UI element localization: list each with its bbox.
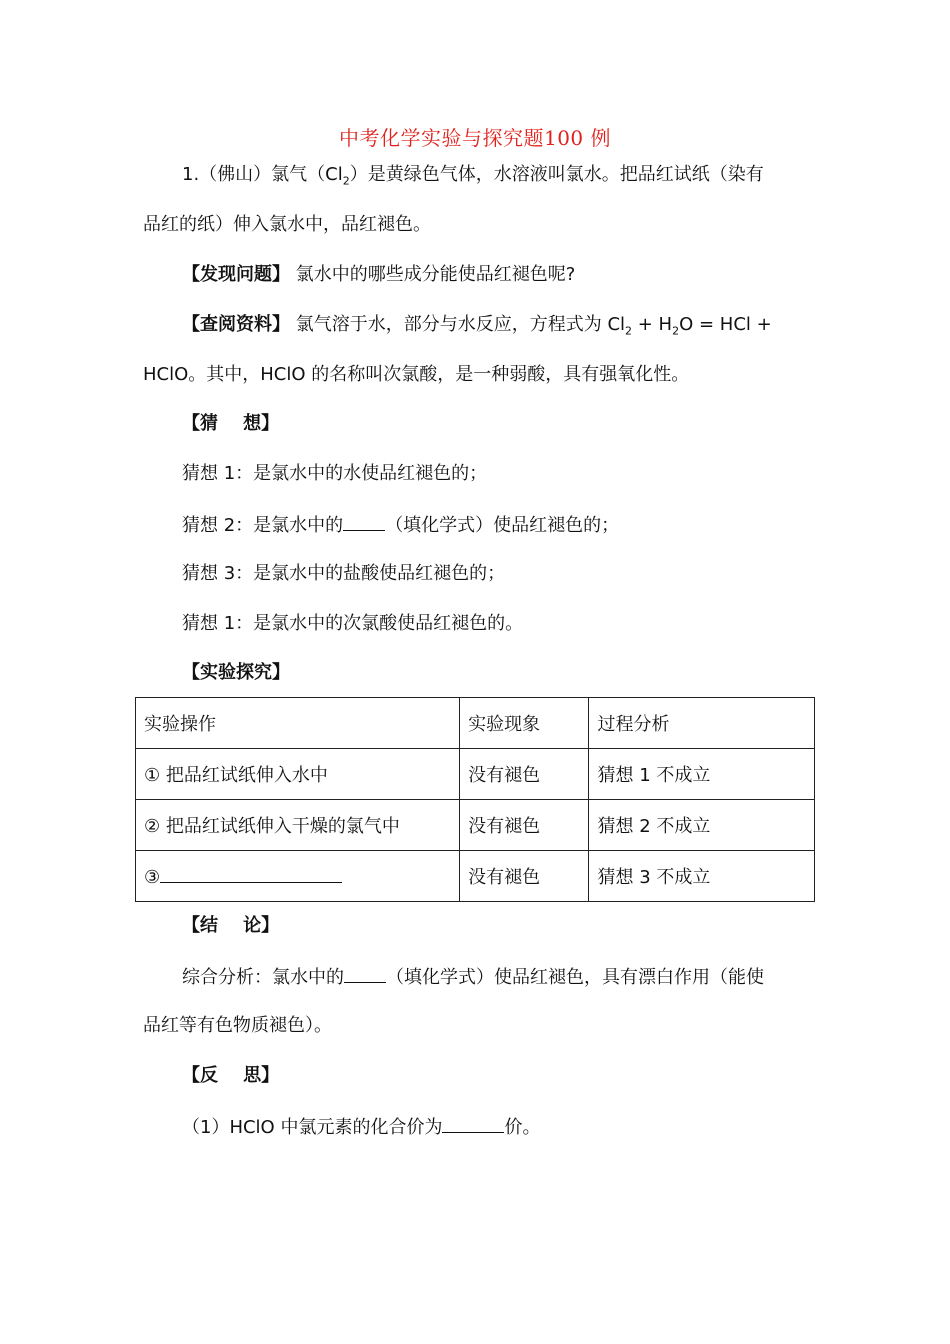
hypothesis-3: 猜想 3：是氯水中的盐酸使品红褪色的； — [182, 563, 506, 584]
reflection-label: 【反 思】 — [182, 1065, 280, 1086]
hypothesis-2-text: 猜想 2：是氯水中的 — [182, 515, 344, 536]
question-text: 氯水中的哪些成分能使品红褪色呢? — [295, 264, 576, 285]
reference-line-2: HClO。其中，HClO 的名称叫次氯酸，是一种弱酸，具有强氧化性。 — [143, 364, 690, 385]
table-row — [136, 851, 815, 902]
conclusion-line-2: 品红等有色物质褪色）。 — [143, 1015, 332, 1036]
reference-line-1 — [182, 313, 772, 344]
table-header-cell: 过程分析 — [589, 698, 815, 749]
table-header-cell: 实验操作 — [136, 698, 460, 749]
question-label: 【发现问题】 — [182, 264, 290, 285]
reference-text: O = HCl + — [679, 314, 772, 335]
intro-line-2: 品红的纸）伸入氯水中，品红褪色。 — [143, 214, 431, 235]
table-header-row — [136, 698, 815, 749]
intro-text-end: ）是黄绿色气体，水溶液叫氯水。把品红试纸（染有 — [349, 164, 764, 185]
table-cell: 没有褪色 — [460, 800, 589, 851]
answer-blank[interactable] — [344, 964, 386, 983]
subscript: 2 — [342, 174, 350, 188]
subscript: 2 — [672, 324, 680, 338]
table-cell: 猜想 1 不成立 — [589, 749, 815, 800]
reflection-text: （1）HClO 中氯元素的化合价为 — [182, 1117, 443, 1138]
table-cell: ① 把品红试纸伸入水中 — [136, 749, 460, 800]
reflection-question-1 — [182, 1114, 540, 1140]
hypothesis-2-text-end: （填化学式）使品红褪色的； — [385, 515, 620, 536]
reference-text: + H — [632, 314, 673, 335]
subscript: 2 — [625, 324, 633, 338]
conclusion-text-end: （填化学式）使品红褪色，具有漂白作用（能使 — [386, 967, 764, 988]
reflection-text-end: 价。 — [504, 1117, 541, 1138]
page-title: 中考化学实验与探究题100 例 — [338, 126, 612, 150]
hypothesis-label: 【猜 想】 — [182, 413, 280, 434]
question-line — [182, 263, 575, 287]
reference-text: 氯气溶于水，部分与水反应，方程式为 Cl — [295, 314, 626, 335]
table-row — [136, 800, 815, 851]
conclusion-text: 综合分析：氯水中的 — [182, 967, 344, 988]
experiment-table — [135, 697, 815, 902]
reference-label: 【查阅资料】 — [182, 314, 290, 335]
table-cell: 猜想 2 不成立 — [589, 800, 815, 851]
answer-blank[interactable] — [442, 1114, 504, 1133]
table-cell-text: ③ — [144, 867, 161, 888]
hypothesis-4: 猜想 1：是氯水中的次氯酸使品红褪色的。 — [182, 613, 524, 634]
table-header-cell: 实验现象 — [460, 698, 589, 749]
answer-blank[interactable] — [160, 864, 342, 883]
conclusion-label: 【结 论】 — [182, 915, 280, 936]
hypothesis-1: 猜想 1：是氯水中的水使品红褪色的； — [182, 463, 488, 484]
table-cell — [136, 851, 460, 902]
table-cell: 没有褪色 — [460, 851, 589, 902]
intro-line-1 — [182, 163, 764, 194]
table-cell: 猜想 3 不成立 — [589, 851, 815, 902]
table-cell: ② 把品红试纸伸入干燥的氯气中 — [136, 800, 460, 851]
experiment-label: 【实验探究】 — [182, 662, 290, 683]
conclusion-line-1 — [182, 964, 764, 990]
answer-blank[interactable] — [343, 512, 385, 531]
table-row — [136, 749, 815, 800]
table-cell: 没有褪色 — [460, 749, 589, 800]
intro-text: 1.（佛山）氯气（Cl — [182, 164, 343, 185]
hypothesis-2 — [182, 512, 619, 538]
